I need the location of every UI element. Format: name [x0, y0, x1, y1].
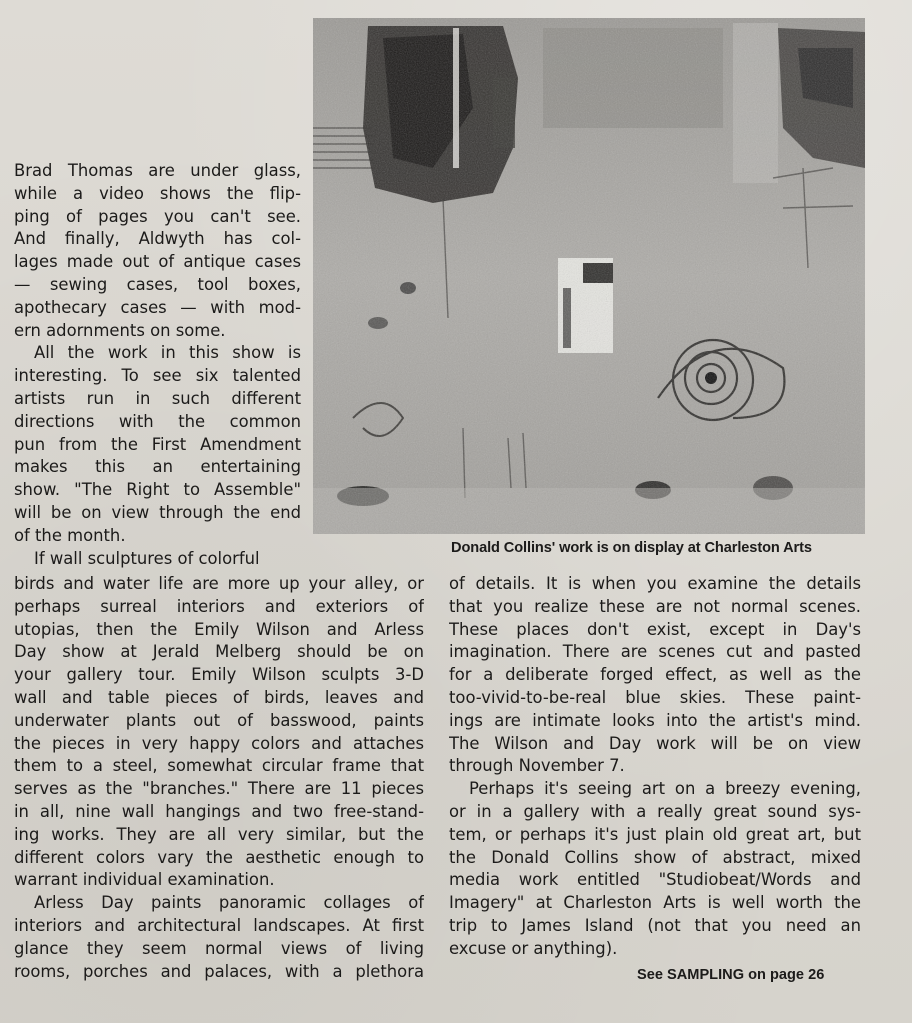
text-line: serves as the "branches." There are 11 pieces — [14, 779, 424, 799]
text-line: Day show at Jerald Melberg should be on — [14, 642, 424, 662]
text-line: utopias, then the Emily Wilson and Arless — [14, 619, 424, 639]
article-column-right — [449, 573, 861, 961]
text-line: through November 7. — [449, 756, 625, 776]
text-line: while a video shows the flip- — [14, 183, 301, 203]
text-line: pun from the First Amendment — [14, 434, 301, 454]
text-line: will be on view through the end — [14, 502, 301, 522]
text-line: The Wilson and Day work will be on view — [449, 733, 861, 753]
article-column-left-top — [14, 160, 301, 570]
text-line: directions with the common — [14, 411, 301, 431]
text-line: birds and water life are more up your alley, or — [14, 574, 424, 593]
text-line: wall and table pieces of birds, leaves and — [14, 687, 424, 707]
text-line: ping of pages you can't see. — [14, 206, 301, 226]
text-line: makes this an entertaining — [14, 457, 301, 477]
text-line: lages made out of antique cases — [14, 252, 301, 272]
text-line: or in a gallery with a really great sound sys- — [449, 801, 861, 821]
text-line: the Donald Collins show of abstract, mixed — [449, 847, 861, 867]
text-line: media work entitled "Studiobeat/Words and — [449, 870, 861, 890]
text-line: for a deliberate forged effect, as well as the — [449, 665, 861, 685]
text-line: of the month. — [14, 525, 126, 545]
text-line: in all, nine wall hangings and two free-stand- — [14, 801, 424, 821]
text-line: imagination. There are scenes cut and pasted — [449, 642, 861, 662]
text-line: perhaps surreal interiors and exteriors of — [14, 596, 424, 616]
text-line: glance they seem normal views of living — [14, 938, 424, 958]
text-line: Brad Thomas are under glass, — [14, 161, 301, 180]
text-line: And finally, Aldwyth has col- — [14, 229, 301, 249]
text-line: ern adornments on some. — [14, 320, 226, 340]
text-line: different colors vary the aesthetic enough to — [14, 847, 424, 867]
text-line: them to a steel, somewhat circular frame that — [14, 756, 424, 776]
text-line: interiors and architectural landscapes. At first — [14, 915, 424, 935]
text-line: If wall sculptures of colorful — [34, 548, 260, 568]
text-line: — sewing cases, tool boxes, — [14, 274, 301, 294]
text-line: Arless Day paints panoramic collages of — [34, 893, 424, 913]
text-line: show. "The Right to Assemble" — [14, 480, 301, 500]
text-line: of details. It is when you examine the details — [449, 574, 861, 593]
text-line: that you realize these are not normal scenes. — [449, 596, 861, 616]
text-line: All the work in this show is — [34, 343, 301, 363]
text-line: ings are intimate looks into the artist's mind. — [449, 710, 861, 730]
text-line: tem, or perhaps it's just plain old great art, but — [449, 824, 861, 844]
text-line: ing works. They are all very similar, but the — [14, 824, 424, 844]
continuation-jump-line: See SAMPLING on page 26 — [637, 967, 825, 983]
article-column-left-bottom — [14, 573, 424, 983]
text-line: Imagery" at Charleston Arts is well worth the — [449, 893, 861, 913]
text-line: apothecary cases — with mod- — [14, 297, 301, 317]
photo-caption: Donald Collins' work is on display at Charleston Arts — [451, 540, 812, 556]
abstract-painting-image — [313, 18, 865, 534]
text-line: Perhaps it's seeing art on a breezy evening, — [469, 779, 861, 799]
artwork-photo — [313, 18, 865, 534]
text-line: interesting. To see six talented — [14, 366, 301, 386]
text-line: your gallery tour. Emily Wilson sculpts 3-D — [14, 665, 424, 685]
text-line: warrant individual examination. — [14, 870, 275, 890]
text-line: excuse or anything). — [449, 938, 618, 958]
text-line: the pieces in very happy colors and attaches — [14, 733, 424, 753]
text-line: underwater plants out of basswood, paints — [14, 710, 424, 730]
text-line: trip to James Island (not that you need an — [449, 915, 861, 935]
text-line: rooms, porches and palaces, with a plethora — [14, 961, 424, 981]
text-line: too-vivid-to-be-real blue skies. These paint- — [449, 687, 861, 707]
text-line: artists run in such different — [14, 388, 301, 408]
text-line: These places don't exist, except in Day's — [449, 619, 861, 639]
